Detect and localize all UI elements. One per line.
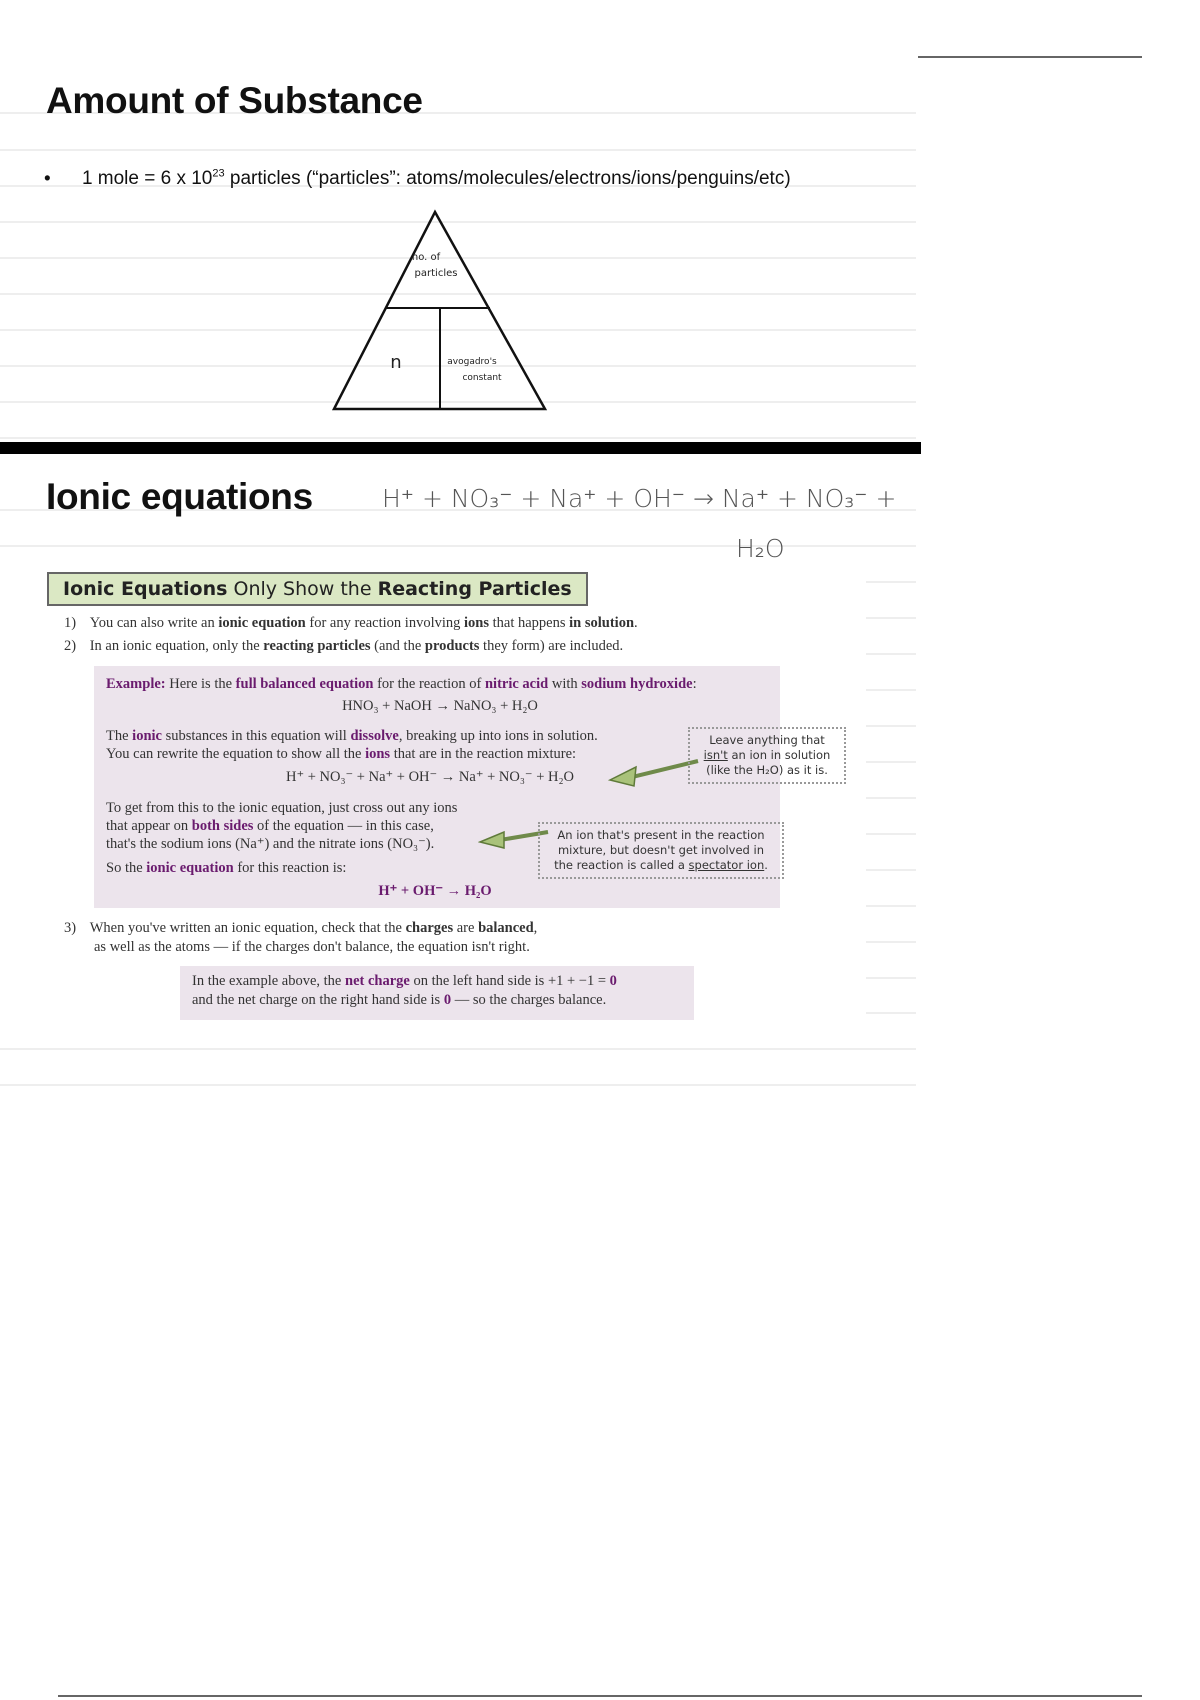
point2-bold-d: products [424, 638, 480, 654]
example-bold-d: nitric acid [484, 676, 549, 692]
charge-text-a: In the example above, the [192, 973, 345, 989]
example-bold-f: sodium hydroxide [581, 676, 693, 692]
dissolve-bold-d: dissolve [350, 728, 399, 744]
point2-bold-b: reacting particles [263, 638, 371, 654]
box-heading-part2: Only Show the [227, 578, 378, 600]
box-heading [47, 572, 588, 606]
point1-bold-b: ionic equation [218, 615, 306, 631]
point2-text-c: (and the [370, 638, 425, 654]
formula-triangle-diagram [330, 208, 550, 414]
charge-bold-d: 0 [609, 973, 617, 989]
point1-text-e: that happens [489, 615, 570, 631]
point3-text-e: , [533, 920, 538, 936]
note2-line-e: . [764, 858, 768, 872]
point-number: 3) [64, 920, 77, 936]
example-text-a: Here is the [165, 676, 236, 692]
point2-text-a: In an ionic equation, only the [89, 638, 264, 654]
rewrite-text [106, 745, 686, 764]
section-title-ionic-equations: Ionic equations [46, 476, 313, 517]
point2-text-e: they form) are included. [479, 638, 624, 654]
cross-out-line-2 [106, 817, 536, 836]
example-intro [106, 675, 776, 694]
cross4-bold-b: ionic equation [146, 860, 234, 876]
equation-ions: H⁺ + NO₃⁻ + Na⁺ + OH⁻ → Na⁺ + NO₃⁻ + H₂O [285, 769, 575, 785]
point1-bold-d: ions [464, 615, 489, 631]
charge-line-2 [192, 991, 682, 1010]
note2-underline: spectator ion [688, 858, 765, 872]
handwritten-ionic-equation-line1: H⁺ + NO₃⁻ + Na⁺ + OH⁻ → Na⁺ + NO₃⁻ + [382, 484, 897, 513]
box-heading-part1: Ionic Equations [63, 578, 228, 600]
note-spectator-ion [538, 822, 784, 879]
section-title-amount-of-substance: Amount of Substance [46, 80, 423, 121]
note2-line-a: An ion that's present in the reaction [557, 828, 765, 842]
cross2-text-a: that appear on [106, 818, 192, 834]
charge-text-g: — so the charges balance. [451, 991, 607, 1008]
bullet-item-mole-definition [44, 168, 791, 190]
triangle-top-label-2: particles [414, 268, 458, 279]
cross-out-line-1: To get from this to the ionic equation, just cross out any ions [106, 800, 458, 816]
point3-bold-b: charges [405, 920, 454, 936]
mole-text-post: particles (“particles”: atoms/molecules/electrons/ions/penguins/etc) [224, 168, 791, 190]
point1-text-c: for any reaction involving [305, 615, 464, 631]
triangle-right-label-2: constant [462, 373, 502, 383]
charge-text-e: and the net charge on the right hand side is [192, 991, 444, 1008]
charge-bold-b: net charge [345, 973, 410, 989]
point1-bold-f: in solution [569, 615, 635, 631]
charge-bold-f: 0 [443, 991, 452, 1008]
dissolve-text [106, 727, 686, 746]
mole-text-exponent: 23 [212, 168, 225, 180]
dissolve-text-e: , breaking up into ions in solution. [398, 728, 598, 744]
numbered-point-3 [64, 919, 784, 938]
triangle-left-label: n [390, 352, 402, 373]
cross2-text-c: of the equation — in this case, [253, 818, 434, 834]
note-leave-non-ions [688, 727, 846, 784]
cross-out-line-4 [106, 859, 536, 878]
note1-line-c: an ion in solution [727, 748, 831, 762]
charge-line-1 [192, 972, 682, 991]
rewrite-text-c: that are in the reaction mixture: [390, 746, 577, 762]
example-label: Example: [106, 676, 166, 692]
equation-full: HNO₃ + NaOH → NaNO₃ + H₂O [342, 698, 538, 714]
example-bold-b: full balanced equation [235, 676, 374, 692]
note1-line-d: (like the H₂O) as it is. [706, 763, 828, 777]
example-text-c: for the reaction of [373, 676, 485, 692]
mole-text [82, 168, 791, 189]
point1-text-a: You can also write an [89, 615, 219, 631]
charge-balance-box [180, 966, 694, 1020]
bullet-dot: • [44, 168, 51, 190]
point3-text-a: When you've written an ionic equation, check that the [89, 920, 406, 936]
rewrite-bold-b: ions [365, 746, 391, 762]
example-text-e: with [548, 676, 582, 692]
rewrite-text-a: You can rewrite the equation to show all the [106, 746, 366, 762]
point3-text-c: are [453, 920, 479, 936]
handwritten-ionic-equation-line2: H₂O [736, 534, 785, 563]
cross2-bold-b: both sides [191, 818, 254, 834]
point-number: 2) [64, 638, 77, 654]
box-heading-part3: Reacting Particles [377, 578, 572, 600]
charge-text-c: on the left hand side is +1 + −1 = [409, 973, 610, 989]
note2-line-c: the reaction is called a [554, 858, 689, 872]
triangle-right-label-1: avogadro's [447, 357, 497, 367]
cross4-text-c: for this reaction is: [233, 860, 347, 876]
point3-bold-d: balanced [478, 920, 534, 936]
triangle-top-label-1: no. of [411, 252, 441, 263]
point-number: 1) [64, 615, 77, 631]
note1-underline: isn't [703, 748, 728, 762]
note1-line-a: Leave anything that [709, 733, 825, 747]
equation-ionic: H⁺ + OH⁻ → H₂O [378, 883, 492, 899]
example-text-g: : [692, 676, 697, 692]
note2-line-b: mixture, but doesn't get involved in [557, 843, 764, 857]
cross-out-line-3: that's the sodium ions (Na⁺) and the nitrate ions (NO₃⁻). [106, 836, 435, 852]
cross4-text-a: So the [106, 860, 147, 876]
dissolve-bold-b: ionic [132, 728, 162, 744]
dissolve-text-c: substances in this equation will [161, 728, 351, 744]
numbered-point-2 [64, 637, 784, 656]
numbered-point-1 [64, 614, 784, 633]
point1-text-g: . [634, 615, 638, 631]
dissolve-text-a: The [106, 728, 133, 744]
numbered-point-3-continued: as well as the atoms — if the charges don't balance, the equation isn't right. [94, 939, 530, 955]
mole-text-pre: 1 mole = 6 x 10 [81, 168, 213, 190]
